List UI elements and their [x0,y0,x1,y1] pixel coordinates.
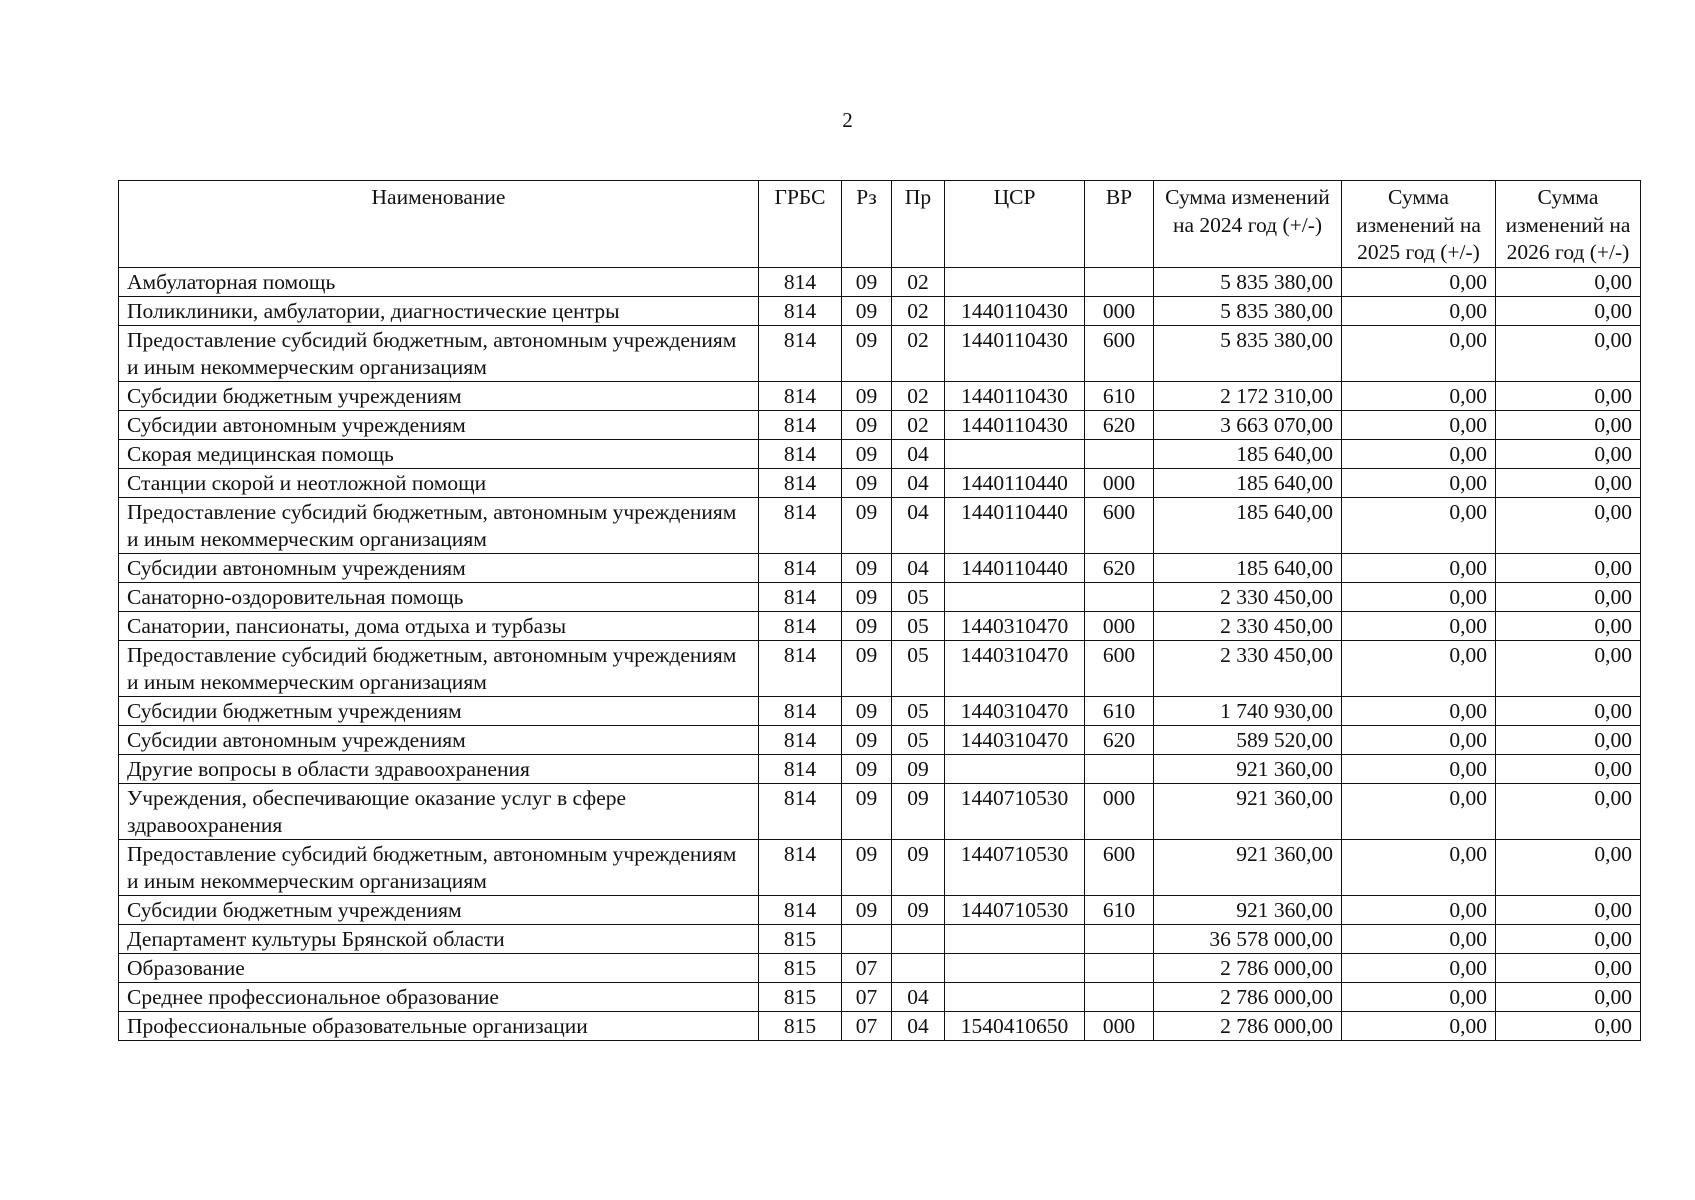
cell-vr [1085,582,1154,611]
cell-rz: 07 [842,953,892,982]
table-row [119,1011,1641,1040]
table-row [119,953,1641,982]
cell-pr [892,953,945,982]
header-grbs: ГРБС [759,181,842,268]
table-row [119,267,1641,296]
cell-sum-2025: 0,00 [1342,895,1496,924]
cell-name: Образование [119,953,759,982]
cell-pr: 05 [892,640,945,696]
cell-pr: 04 [892,1011,945,1040]
cell-vr: 000 [1085,1011,1154,1040]
cell-csr: 1440710530 [945,839,1085,895]
cell-name: Субсидии бюджетным учреждениям [119,895,759,924]
cell-grbs: 814 [759,783,842,839]
cell-sum-2025: 0,00 [1342,381,1496,410]
table-row [119,296,1641,325]
cell-sum-2024: 589 520,00 [1154,725,1342,754]
cell-sum-2025: 0,00 [1342,497,1496,553]
table-row [119,895,1641,924]
cell-rz: 09 [842,696,892,725]
table-row [119,696,1641,725]
table-row [119,982,1641,1011]
cell-sum-2025: 0,00 [1342,468,1496,497]
cell-pr: 04 [892,468,945,497]
cell-sum-2025: 0,00 [1342,1011,1496,1040]
cell-sum-2024: 185 640,00 [1154,439,1342,468]
cell-vr: 610 [1085,381,1154,410]
cell-name: Другие вопросы в области здравоохранения [119,754,759,783]
cell-pr: 05 [892,725,945,754]
cell-grbs: 814 [759,381,842,410]
cell-vr [1085,924,1154,953]
cell-name: Поликлиники, амбулатории, диагностические центры [119,296,759,325]
cell-pr: 09 [892,783,945,839]
cell-sum-2025: 0,00 [1342,296,1496,325]
cell-vr: 600 [1085,839,1154,895]
header-name: Наименование [119,181,759,268]
cell-grbs: 814 [759,611,842,640]
table-row [119,553,1641,582]
cell-name: Амбулаторная помощь [119,267,759,296]
cell-vr: 610 [1085,696,1154,725]
cell-name: Департамент культуры Брянской области [119,924,759,953]
cell-rz: 09 [842,783,892,839]
cell-pr: 09 [892,895,945,924]
cell-sum-2026: 0,00 [1496,839,1641,895]
table-row [119,582,1641,611]
cell-csr: 1540410650 [945,1011,1085,1040]
cell-grbs: 814 [759,410,842,439]
cell-rz: 09 [842,754,892,783]
cell-sum-2024: 921 360,00 [1154,839,1342,895]
cell-vr: 600 [1085,325,1154,381]
cell-pr: 04 [892,439,945,468]
cell-pr: 04 [892,982,945,1011]
cell-sum-2024: 1 740 930,00 [1154,696,1342,725]
cell-sum-2026: 0,00 [1496,296,1641,325]
cell-pr: 09 [892,839,945,895]
cell-rz: 07 [842,1011,892,1040]
cell-rz: 09 [842,381,892,410]
cell-csr: 1440110440 [945,497,1085,553]
cell-sum-2026: 0,00 [1496,953,1641,982]
cell-vr: 620 [1085,553,1154,582]
table-row [119,611,1641,640]
cell-sum-2025: 0,00 [1342,982,1496,1011]
cell-grbs: 815 [759,1011,842,1040]
header-rz: Рз [842,181,892,268]
cell-name: Предоставление субсидий бюджетным, автономным учреждениям и иным некоммерческим организациям [119,325,759,381]
cell-vr [1085,982,1154,1011]
cell-sum-2025: 0,00 [1342,725,1496,754]
cell-sum-2025: 0,00 [1342,611,1496,640]
cell-grbs: 814 [759,725,842,754]
header-pr: Пр [892,181,945,268]
cell-vr: 610 [1085,895,1154,924]
cell-pr: 05 [892,611,945,640]
cell-grbs: 814 [759,640,842,696]
table-row [119,924,1641,953]
cell-grbs: 814 [759,839,842,895]
cell-rz: 09 [842,895,892,924]
header-sum-2024: Сумма изменений на 2024 год (+/-) [1154,181,1342,268]
cell-sum-2026: 0,00 [1496,267,1641,296]
cell-sum-2025: 0,00 [1342,924,1496,953]
cell-vr: 000 [1085,611,1154,640]
cell-csr: 1440310470 [945,696,1085,725]
cell-name: Среднее профессиональное образование [119,982,759,1011]
cell-rz: 09 [842,497,892,553]
table-row [119,754,1641,783]
cell-sum-2024: 2 786 000,00 [1154,953,1342,982]
cell-rz: 09 [842,582,892,611]
cell-sum-2024: 921 360,00 [1154,783,1342,839]
cell-sum-2026: 0,00 [1496,982,1641,1011]
cell-sum-2026: 0,00 [1496,924,1641,953]
cell-grbs: 815 [759,953,842,982]
cell-rz: 09 [842,725,892,754]
table-row [119,325,1641,381]
cell-csr: 1440310470 [945,640,1085,696]
cell-pr: 02 [892,410,945,439]
cell-grbs: 814 [759,468,842,497]
cell-sum-2025: 0,00 [1342,553,1496,582]
cell-name: Субсидии бюджетным учреждениям [119,696,759,725]
table-body [119,267,1641,1040]
cell-sum-2026: 0,00 [1496,754,1641,783]
cell-pr: 04 [892,497,945,553]
cell-pr: 02 [892,381,945,410]
cell-sum-2026: 0,00 [1496,439,1641,468]
cell-csr: 1440710530 [945,783,1085,839]
cell-sum-2025: 0,00 [1342,953,1496,982]
cell-sum-2025: 0,00 [1342,839,1496,895]
cell-rz: 09 [842,611,892,640]
cell-pr: 05 [892,582,945,611]
cell-sum-2024: 2 786 000,00 [1154,1011,1342,1040]
cell-name: Санатории, пансионаты, дома отдыха и турбазы [119,611,759,640]
cell-csr: 1440310470 [945,611,1085,640]
cell-sum-2024: 2 330 450,00 [1154,582,1342,611]
cell-pr: 05 [892,696,945,725]
cell-sum-2026: 0,00 [1496,410,1641,439]
cell-csr: 1440110430 [945,325,1085,381]
cell-sum-2024: 5 835 380,00 [1154,325,1342,381]
cell-sum-2024: 185 640,00 [1154,497,1342,553]
cell-sum-2025: 0,00 [1342,410,1496,439]
cell-csr [945,267,1085,296]
cell-grbs: 814 [759,497,842,553]
table-row [119,497,1641,553]
cell-rz: 09 [842,468,892,497]
table-row [119,381,1641,410]
cell-sum-2024: 2 786 000,00 [1154,982,1342,1011]
cell-sum-2025: 0,00 [1342,439,1496,468]
cell-sum-2026: 0,00 [1496,696,1641,725]
cell-vr: 000 [1085,468,1154,497]
cell-sum-2025: 0,00 [1342,696,1496,725]
cell-rz: 09 [842,839,892,895]
cell-rz: 09 [842,640,892,696]
cell-sum-2024: 36 578 000,00 [1154,924,1342,953]
cell-csr: 1440110440 [945,553,1085,582]
cell-csr: 1440110440 [945,468,1085,497]
budget-changes-table [118,180,1641,1041]
table-row [119,439,1641,468]
cell-pr: 02 [892,267,945,296]
cell-rz: 09 [842,410,892,439]
cell-sum-2024: 5 835 380,00 [1154,267,1342,296]
cell-sum-2024: 921 360,00 [1154,754,1342,783]
cell-sum-2026: 0,00 [1496,725,1641,754]
cell-rz [842,924,892,953]
table-row [119,410,1641,439]
cell-csr [945,439,1085,468]
cell-name: Скорая медицинская помощь [119,439,759,468]
cell-sum-2024: 2 172 310,00 [1154,381,1342,410]
header-sum-2025: Сумма изменений на 2025 год (+/-) [1342,181,1496,268]
cell-csr [945,582,1085,611]
cell-vr: 620 [1085,725,1154,754]
cell-vr [1085,267,1154,296]
cell-sum-2026: 0,00 [1496,497,1641,553]
cell-sum-2026: 0,00 [1496,783,1641,839]
cell-pr: 09 [892,754,945,783]
cell-name: Субсидии автономным учреждениям [119,410,759,439]
cell-csr: 1440110430 [945,296,1085,325]
cell-sum-2024: 2 330 450,00 [1154,640,1342,696]
cell-vr [1085,754,1154,783]
cell-pr: 04 [892,553,945,582]
cell-sum-2024: 3 663 070,00 [1154,410,1342,439]
cell-grbs: 814 [759,439,842,468]
header-csr: ЦСР [945,181,1085,268]
cell-sum-2026: 0,00 [1496,611,1641,640]
cell-sum-2025: 0,00 [1342,325,1496,381]
cell-name: Профессиональные образовательные организации [119,1011,759,1040]
header-vr: ВР [1085,181,1154,268]
cell-csr: 1440310470 [945,725,1085,754]
table-row [119,839,1641,895]
cell-name: Предоставление субсидий бюджетным, автономным учреждениям и иным некоммерческим организациям [119,839,759,895]
cell-grbs: 814 [759,754,842,783]
cell-sum-2026: 0,00 [1496,553,1641,582]
cell-grbs: 814 [759,296,842,325]
table-row [119,468,1641,497]
cell-sum-2026: 0,00 [1496,582,1641,611]
cell-sum-2026: 0,00 [1496,640,1641,696]
cell-csr: 1440710530 [945,895,1085,924]
cell-vr: 620 [1085,410,1154,439]
cell-vr: 600 [1085,497,1154,553]
table-row [119,783,1641,839]
cell-pr: 02 [892,296,945,325]
cell-sum-2026: 0,00 [1496,325,1641,381]
cell-name: Субсидии бюджетным учреждениям [119,381,759,410]
cell-rz: 09 [842,439,892,468]
cell-sum-2024: 921 360,00 [1154,895,1342,924]
page-number: 2 [842,108,853,132]
header-sum-2026: Сумма изменений на 2026 год (+/-) [1496,181,1641,268]
cell-csr [945,754,1085,783]
cell-sum-2025: 0,00 [1342,267,1496,296]
cell-grbs: 814 [759,696,842,725]
cell-sum-2024: 2 330 450,00 [1154,611,1342,640]
cell-vr [1085,953,1154,982]
cell-grbs: 814 [759,325,842,381]
cell-sum-2026: 0,00 [1496,381,1641,410]
cell-sum-2024: 185 640,00 [1154,553,1342,582]
cell-sum-2024: 5 835 380,00 [1154,296,1342,325]
cell-vr: 000 [1085,296,1154,325]
cell-vr: 000 [1085,783,1154,839]
cell-vr: 600 [1085,640,1154,696]
cell-grbs: 815 [759,924,842,953]
cell-name: Субсидии автономным учреждениям [119,553,759,582]
cell-sum-2025: 0,00 [1342,640,1496,696]
table-row [119,725,1641,754]
cell-name: Предоставление субсидий бюджетным, автономным учреждениям и иным некоммерческим организациям [119,640,759,696]
cell-name: Учреждения, обеспечивающие оказание услуг в сфере здравоохранения [119,783,759,839]
cell-rz: 09 [842,325,892,381]
cell-sum-2025: 0,00 [1342,783,1496,839]
cell-grbs: 815 [759,982,842,1011]
cell-pr [892,924,945,953]
table-row [119,640,1641,696]
cell-sum-2025: 0,00 [1342,582,1496,611]
cell-rz: 09 [842,267,892,296]
cell-csr [945,953,1085,982]
cell-csr: 1440110430 [945,381,1085,410]
cell-name: Предоставление субсидий бюджетным, автономным учреждениям и иным некоммерческим организациям [119,497,759,553]
cell-sum-2025: 0,00 [1342,754,1496,783]
cell-name: Станции скорой и неотложной помощи [119,468,759,497]
cell-sum-2026: 0,00 [1496,895,1641,924]
cell-csr [945,924,1085,953]
cell-csr [945,982,1085,1011]
cell-name: Субсидии автономным учреждениям [119,725,759,754]
cell-rz: 07 [842,982,892,1011]
cell-grbs: 814 [759,267,842,296]
cell-pr: 02 [892,325,945,381]
cell-name: Санаторно-оздоровительная помощь [119,582,759,611]
cell-rz: 09 [842,553,892,582]
cell-sum-2026: 0,00 [1496,468,1641,497]
cell-sum-2024: 185 640,00 [1154,468,1342,497]
cell-grbs: 814 [759,582,842,611]
cell-vr [1085,439,1154,468]
table-header-row [119,181,1641,268]
cell-csr: 1440110430 [945,410,1085,439]
cell-grbs: 814 [759,553,842,582]
cell-sum-2026: 0,00 [1496,1011,1641,1040]
cell-rz: 09 [842,296,892,325]
cell-grbs: 814 [759,895,842,924]
